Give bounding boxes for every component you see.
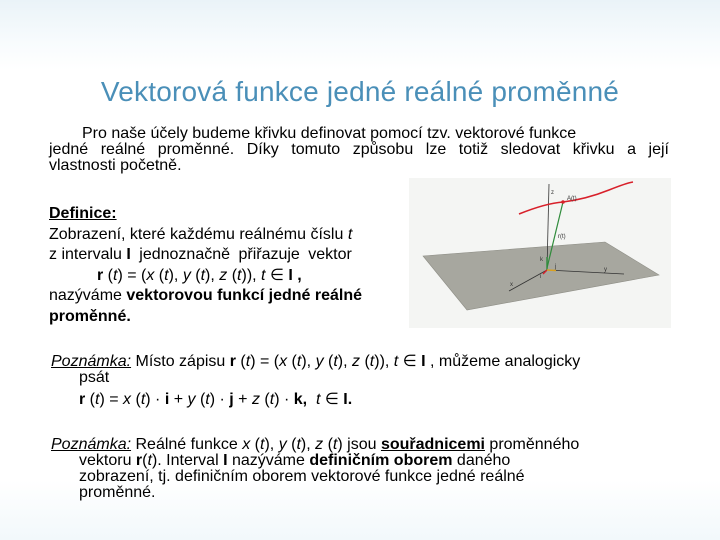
slide-title: Vektorová funkce jedné reálné proměnné xyxy=(100,76,620,107)
definition-formula: r (t) = (x (t), y (t), z (t)), t ∈ I , xyxy=(97,266,302,284)
definition-heading: Definice: xyxy=(49,205,117,222)
z-axis-label: z xyxy=(551,190,554,196)
definition-line-1: Zobrazení, které každému reálnému číslu t xyxy=(49,225,353,243)
j-label: j xyxy=(555,264,557,270)
note-1-line-2: psát xyxy=(79,369,110,386)
vector-curve-figure xyxy=(409,178,671,328)
intro-line-3: vlastnosti početně. xyxy=(49,157,182,174)
y-axis-label: y xyxy=(604,267,607,273)
note-2-line-2: vektoru r(t). Interval I nazýváme definičním oborem daného xyxy=(79,452,511,469)
intro-line-1: Pro naše účely budeme křivku definovat pomocí tzv. vektorové funkce xyxy=(82,125,577,142)
definition-line-5: proměnné. xyxy=(49,307,131,325)
definition-line-4: nazýváme vektorovou funkcí jedné reálné xyxy=(49,287,362,304)
r-vector-label: r(t) xyxy=(558,234,566,240)
unit-vector-j xyxy=(547,270,556,271)
note-2 xyxy=(51,437,671,501)
note-2-line-3: zobrazení, tj. definičním oborem vektorové funkce jedné reálné xyxy=(79,468,525,485)
point-a xyxy=(561,200,565,204)
x-axis-label: x xyxy=(510,282,513,288)
note-1-formula: r (t) = x (t) · i + y (t) · j + z (t) · k, t ∈ I. xyxy=(79,391,353,408)
i-label: i xyxy=(540,274,542,280)
k-label: k xyxy=(540,257,543,263)
note-2-line-4: proměnné. xyxy=(79,484,156,501)
intro-line-2: jedné reálné proměnné. Díky tomuto způsobu lze totiž sledovat křivku a její xyxy=(49,141,669,158)
note-1-line-1: Poznámka: Místo zápisu r (t) = (x (t), y (t), z (t)), t ∈ I , můžeme analogicky xyxy=(51,353,581,370)
intro-paragraph xyxy=(49,126,669,174)
note-2-line-1: Poznámka: Reálné funkce x (t), y (t), z (t) jsou souřadnicemi proměnného xyxy=(51,436,580,453)
a-point-label: A(t) xyxy=(567,196,577,202)
definition-block xyxy=(49,204,401,327)
definition-line-2: z intervalu I jednoznačně přiřazuje vektor xyxy=(49,246,352,263)
note-1 xyxy=(51,354,671,408)
